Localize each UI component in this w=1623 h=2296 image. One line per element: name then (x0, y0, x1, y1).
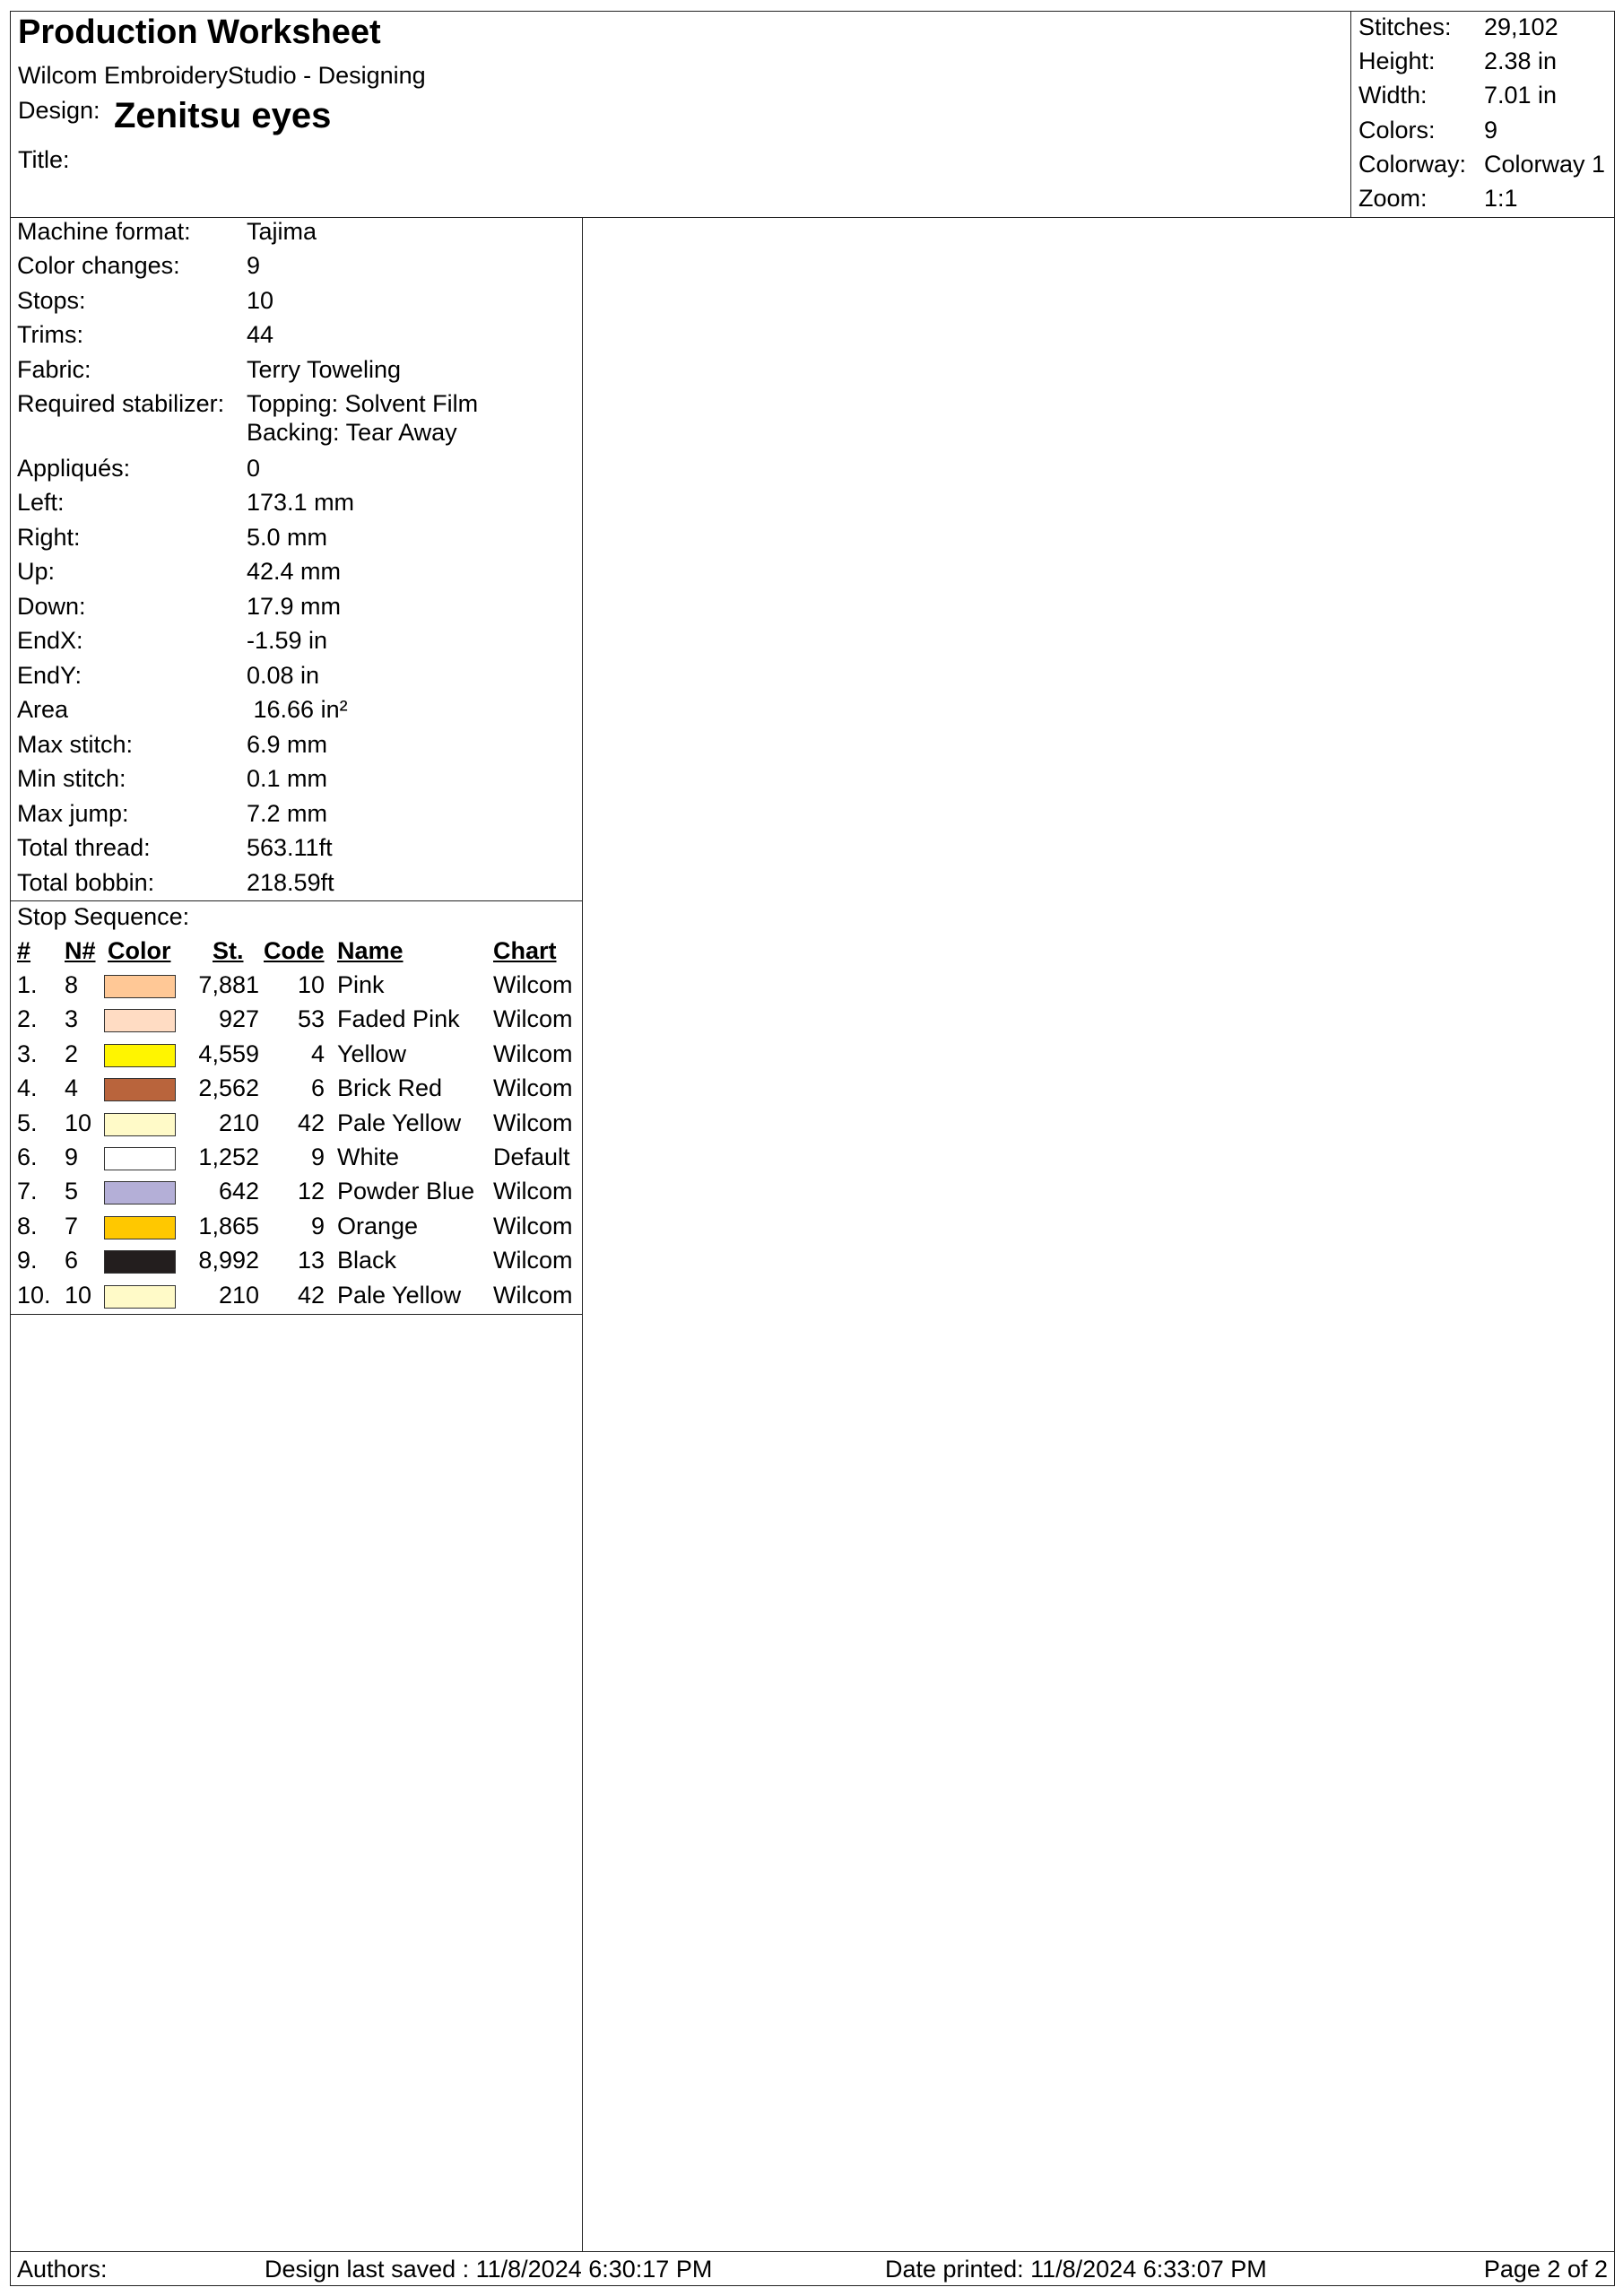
stop-row-needle: 9 (65, 1144, 79, 1170)
info-value: Topping: Solvent Film (247, 390, 479, 417)
info-value: 0.08 in (247, 662, 320, 689)
info-label: EndX: (17, 627, 83, 654)
info-label: Machine format: (17, 218, 191, 245)
thread-color-swatch (104, 1250, 176, 1274)
stop-row-name: Faded Pink (337, 1005, 460, 1032)
info-value: Terry Toweling (247, 356, 402, 383)
thread-color-swatch (104, 1044, 176, 1067)
stop-row-needle: 3 (65, 1005, 79, 1032)
stop-row-stitches: 2,562 (198, 1074, 259, 1101)
worksheet-footer (10, 2252, 1615, 2286)
col-header-code: Code (264, 937, 325, 964)
design-name: Zenitsu eyes (114, 96, 332, 135)
stop-row-needle: 10 (65, 1282, 92, 1309)
thread-color-swatch (104, 1285, 176, 1309)
info-label: Total bobbin: (17, 869, 155, 896)
stop-row-chart: Wilcom (493, 1040, 573, 1067)
col-header-stitches: St. (213, 937, 244, 964)
stop-row-stitches: 8,992 (198, 1247, 259, 1274)
info-value: 6.9 mm (247, 731, 328, 758)
stat-label: Colorway: (1358, 151, 1467, 178)
stop-row-number: 8. (17, 1213, 38, 1239)
machine-info-panel (10, 218, 583, 2252)
info-label: Area (17, 696, 69, 723)
stat-label: Stitches: (1358, 13, 1452, 40)
stop-row-name: Pale Yellow (337, 1109, 462, 1136)
thread-color-swatch (104, 1113, 176, 1136)
stop-row-number: 6. (17, 1144, 38, 1170)
info-value: Backing: Tear Away (247, 419, 457, 446)
stop-row-stitches: 1,252 (198, 1144, 259, 1170)
stat-label: Height: (1358, 48, 1436, 74)
title-label: Title: (18, 146, 70, 173)
stop-row-name: Powder Blue (337, 1178, 475, 1205)
info-value: 10 (247, 287, 274, 314)
stop-row-number: 9. (17, 1247, 38, 1274)
stop-row-chart: Wilcom (493, 1109, 573, 1136)
info-value: Tajima (247, 218, 317, 245)
info-label: Appliqués: (17, 455, 131, 482)
footer-authors: Authors: (17, 2256, 108, 2283)
info-value: 563.11ft (247, 834, 333, 861)
info-value: -1.59 in (247, 627, 328, 654)
stop-row-name: Yellow (337, 1040, 407, 1067)
stop-row-code: 42 (297, 1109, 325, 1136)
stop-row-number: 2. (17, 1005, 38, 1032)
info-label: Trims: (17, 321, 83, 348)
stop-row-stitches: 210 (218, 1282, 259, 1309)
design-preview-area (583, 218, 1615, 2252)
col-header-name: Name (337, 937, 404, 964)
stop-row-name: Brick Red (337, 1074, 443, 1101)
stat-label: Zoom: (1358, 185, 1428, 212)
stop-row-number: 4. (17, 1074, 38, 1101)
stop-row-chart: Wilcom (493, 1247, 573, 1274)
stop-row-number: 7. (17, 1178, 38, 1205)
thread-color-swatch (104, 1216, 176, 1239)
stop-row-code: 12 (297, 1178, 325, 1205)
stop-row-stitches: 642 (218, 1178, 259, 1205)
stop-row-needle: 6 (65, 1247, 79, 1274)
info-value: 9 (247, 252, 261, 279)
design-label: Design: (18, 97, 100, 124)
stat-value: 29,102 (1484, 13, 1558, 40)
thread-color-swatch (104, 1009, 176, 1032)
design-stats-panel (1350, 11, 1615, 218)
info-label: Stops: (17, 287, 86, 314)
page-title: Production Worksheet (18, 13, 381, 51)
col-header-needle: N# (65, 937, 96, 964)
stop-row-name: Black (337, 1247, 397, 1274)
stop-row-name: Pale Yellow (337, 1282, 462, 1309)
info-value: 44 (247, 321, 274, 348)
info-label: EndY: (17, 662, 82, 689)
info-value: 17.9 mm (247, 593, 342, 620)
info-label: Total thread: (17, 834, 151, 861)
section-divider (11, 1314, 582, 1315)
info-label: Down: (17, 593, 86, 620)
stat-label: Width: (1358, 82, 1428, 109)
stop-row-needle: 5 (65, 1178, 79, 1205)
stop-row-name: Pink (337, 971, 385, 998)
stop-row-chart: Wilcom (493, 1074, 573, 1101)
stat-value: 1:1 (1484, 185, 1518, 212)
info-label: Right: (17, 524, 81, 551)
info-label: Fabric: (17, 356, 91, 383)
stop-row-name: Orange (337, 1213, 419, 1239)
thread-color-swatch (104, 1078, 176, 1101)
stop-row-name: White (337, 1144, 400, 1170)
info-label: Min stitch: (17, 765, 126, 792)
stop-row-chart: Default (493, 1144, 570, 1170)
info-value: 7.2 mm (247, 800, 328, 827)
stat-value: 9 (1484, 117, 1498, 144)
stat-value: Colorway 1 (1484, 151, 1606, 178)
stop-row-needle: 8 (65, 971, 79, 998)
stop-row-chart: Wilcom (493, 1282, 573, 1309)
stop-row-stitches: 7,881 (198, 971, 259, 998)
footer-date-printed: Date printed: 11/8/2024 6:33:07 PM (885, 2256, 1267, 2283)
info-label: Up: (17, 558, 56, 585)
info-value: 16.66 in² (247, 696, 348, 723)
info-value: 0 (247, 455, 261, 482)
col-header-number: # (17, 937, 31, 964)
stop-row-number: 1. (17, 971, 38, 998)
stop-row-code: 6 (310, 1074, 325, 1101)
stop-row-needle: 7 (65, 1213, 79, 1239)
stop-row-number: 3. (17, 1040, 38, 1067)
stop-row-stitches: 1,865 (198, 1213, 259, 1239)
info-label: Max jump: (17, 800, 129, 827)
info-value: 173.1 mm (247, 489, 355, 516)
stop-row-number: 5. (17, 1109, 38, 1136)
info-value: 0.1 mm (247, 765, 328, 792)
thread-color-swatch (104, 1147, 176, 1170)
software-name: Wilcom EmbroideryStudio - Designing (18, 62, 426, 89)
section-divider (11, 900, 582, 901)
stop-row-code: 13 (297, 1247, 325, 1274)
stop-row-stitches: 927 (218, 1005, 259, 1032)
footer-last-saved: Design last saved : 11/8/2024 6:30:17 PM (265, 2256, 713, 2283)
info-label: Max stitch: (17, 731, 134, 758)
stat-value: 2.38 in (1484, 48, 1558, 74)
stop-row-code: 42 (297, 1282, 325, 1309)
info-label: Required stabilizer: (17, 390, 225, 417)
stop-row-chart: Wilcom (493, 1213, 573, 1239)
col-header-color: Color (108, 937, 171, 964)
info-label: Color changes: (17, 252, 180, 279)
stop-row-stitches: 4,559 (198, 1040, 259, 1067)
stop-row-chart: Wilcom (493, 971, 573, 998)
stop-row-needle: 10 (65, 1109, 92, 1136)
info-value: 42.4 mm (247, 558, 342, 585)
thread-color-swatch (104, 975, 176, 998)
stat-value: 7.01 in (1484, 82, 1558, 109)
stop-row-number: 10. (17, 1282, 51, 1309)
stop-row-code: 9 (310, 1144, 325, 1170)
stop-row-chart: Wilcom (493, 1178, 573, 1205)
stop-sequence-label: Stop Sequence: (17, 903, 190, 930)
stop-row-code: 53 (297, 1005, 325, 1032)
stop-row-stitches: 210 (218, 1109, 259, 1136)
thread-color-swatch (104, 1181, 176, 1205)
info-label: Left: (17, 489, 65, 516)
footer-page-number: Page 2 of 2 (1483, 2256, 1608, 2283)
stop-row-needle: 4 (65, 1074, 79, 1101)
info-value: 5.0 mm (247, 524, 328, 551)
info-value: 218.59ft (247, 869, 334, 896)
stat-label: Colors: (1358, 117, 1436, 144)
col-header-chart: Chart (493, 937, 557, 964)
stop-row-code: 9 (310, 1213, 325, 1239)
stop-row-chart: Wilcom (493, 1005, 573, 1032)
stop-row-needle: 2 (65, 1040, 79, 1067)
stop-row-code: 4 (310, 1040, 325, 1067)
stop-row-code: 10 (297, 971, 325, 998)
